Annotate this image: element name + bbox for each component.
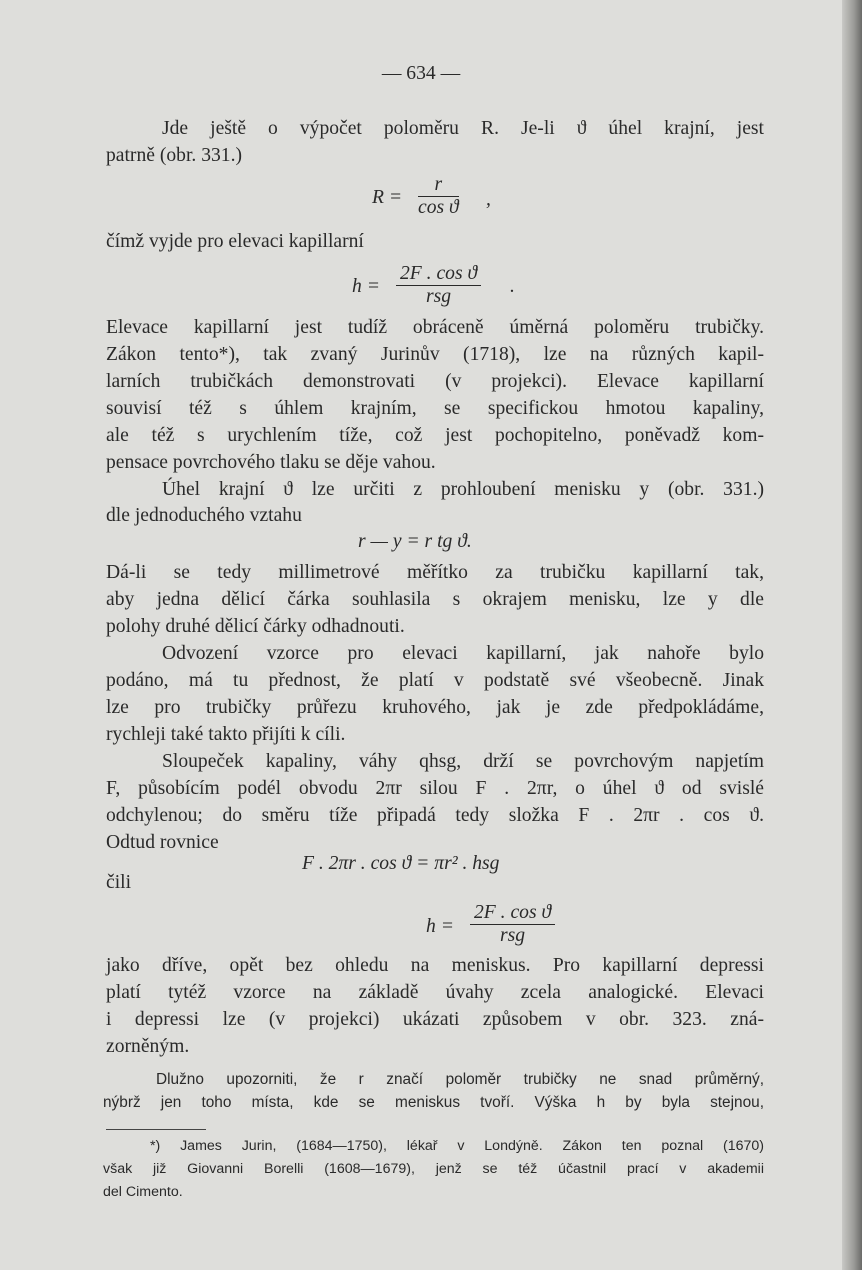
text-cili: čili	[106, 872, 132, 893]
formula-h1-tail: .	[510, 276, 515, 297]
paragraph-6-line-3: odchylenou; do směru tíže připadá tedy složka F . 2πr . cos ϑ.	[106, 805, 764, 826]
paragraph-4-line-2: aby jedna dělicí čárka souhlasila s okrajem menisku, lze y dle	[106, 589, 764, 610]
formula-h1-denominator: rsg	[426, 286, 452, 307]
formula-R-tail: ,	[486, 189, 491, 210]
footnote-line-2: však již Giovanni Borelli (1608—1679), jenž se též účastnil prací v akademii	[103, 1161, 764, 1177]
paragraph-7-line-4: zorněným.	[106, 1036, 190, 1057]
paragraph-4-line-1: Dá-li se tedy millimetrové měřítko za trubičku kapillarní tak,	[106, 562, 764, 583]
paragraph-1-line-2: patrně (obr. 331.)	[106, 145, 243, 166]
formula-R	[372, 187, 402, 209]
formula-R-lhs: R =	[372, 187, 403, 208]
formula-h2-lhs: h =	[426, 916, 454, 937]
paragraph-3-line-1: Úhel krajní ϑ lze určiti z prohloubení menisku y (obr. 331.)	[162, 479, 764, 500]
text-cimz: čímž vyjde pro elevaci kapillarní	[106, 231, 364, 252]
paragraph-2-line-3: larních trubičkách demonstrovati (v projekci). Elevace kapillarní	[106, 371, 764, 392]
footnote-line-3: del Cimento.	[103, 1184, 183, 1200]
paragraph-2-line-4: souvisí též s úhlem krajním, se specifickou hmotou kapaliny,	[106, 398, 764, 419]
paragraph-2-line-1: Elevace kapillarní jest tudíž obráceně úměrná poloměru trubičky.	[106, 317, 764, 338]
formula-h1-lhs: h =	[352, 276, 380, 297]
formula-F: F . 2πr . cos ϑ = πr² . hsg	[302, 853, 500, 874]
paragraph-6-line-1: Sloupeček kapaliny, váhy qhsg, drží se povrchovým napjetím	[162, 751, 764, 772]
formula-R-denominator: cos ϑ	[418, 197, 459, 218]
paragraph-2-line-6: pensace povrchového tlaku se děje vahou.	[106, 452, 436, 473]
paragraph-5-line-3: lze pro trubičky průřezu kruhového, jak je zde předpokládáme,	[106, 697, 764, 718]
formula-R-fraction	[418, 174, 459, 219]
note-line-2: nýbrž jen toho místa, kde se meniskus tvoří. Výška h by byla stejnou,	[103, 1094, 764, 1111]
formula-h1-fraction	[396, 263, 481, 308]
paragraph-5-line-2: podáno, má tu přednost, že platí v podstatě své všeobecně. Jinak	[106, 670, 764, 691]
paragraph-4-line-3: polohy druhé dělicí čárky odhadnouti.	[106, 616, 405, 637]
formula-h2-numerator: 2F . cos ϑ	[470, 902, 555, 925]
paragraph-5-line-1: Odvození vzorce pro elevaci kapillarní, jak nahoře bylo	[162, 643, 764, 664]
formula-h1-numerator: 2F . cos ϑ	[396, 263, 481, 286]
formula-h2-fraction	[470, 902, 555, 947]
paragraph-6-line-2: F, působícím podél obvodu 2πr silou F . 2πr, o úhel ϑ od svislé	[106, 778, 764, 799]
paragraph-2-line-2: Zákon tento*), tak zvaný Jurinův (1718), lze na různých kapil-	[106, 344, 764, 365]
footnote-line-1: *) James Jurin, (1684—1750), lékař v Londýně. Zákon ten poznal (1670)	[150, 1138, 764, 1154]
footnote-rule	[106, 1129, 206, 1130]
paragraph-3-line-2: dle jednoduchého vztahu	[106, 505, 302, 526]
page-number: — 634 —	[381, 63, 461, 84]
paragraph-7-line-3: i depressi lze (v projekci) ukázati způsobem v obr. 323. zná-	[106, 1009, 764, 1030]
paragraph-2-line-5: ale též s urychlením tíže, což jest pochopitelno, poněvadž kom-	[106, 425, 764, 446]
paragraph-7-line-2: platí tytéž vzorce na základě úvahy zcela analogické. Elevaci	[106, 982, 764, 1003]
formula-y: r — y = r tg ϑ.	[358, 531, 472, 552]
paragraph-5-line-4: rychleji také takto přijíti k cíli.	[106, 724, 346, 745]
formula-R-numerator: r	[418, 174, 459, 197]
note-line-1: Dlužno upozorniti, že r značí poloměr trubičky ne snad průměrný,	[156, 1071, 764, 1088]
formula-h2-denominator: rsg	[500, 925, 526, 946]
page-edge-shadow	[842, 0, 862, 1270]
paragraph-7-line-1: jako dříve, opět bez ohledu na meniskus. Pro kapillarní depressi	[106, 955, 764, 976]
paragraph-6-line-4: Odtud rovnice	[106, 832, 219, 853]
paragraph-1-line-1: Jde ještě o výpočet poloměru R. Je-li ϑ úhel krajní, jest	[162, 118, 764, 139]
